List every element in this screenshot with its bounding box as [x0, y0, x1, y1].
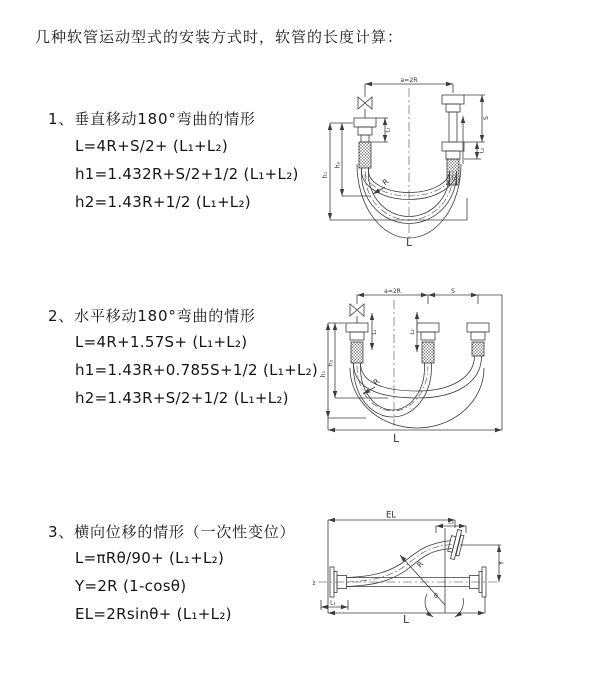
- d2-length-label: L: [393, 433, 399, 445]
- diagram-vertical-180-bend: [313, 76, 493, 252]
- d3-dim-label-el: EL: [385, 510, 397, 521]
- valve-icon: [358, 97, 372, 118]
- d3-radius-label: R: [415, 559, 426, 570]
- d2-left-fitting: [346, 323, 368, 363]
- d2-dim-label-h2: h₂: [327, 359, 335, 367]
- d3-dim-label-y: Y: [497, 560, 506, 566]
- d2-middle-fitting: [417, 323, 439, 363]
- d3-angle-label: θ: [434, 592, 438, 600]
- d1-left-fitting: [354, 118, 376, 168]
- d1-dim-label-l2: L₂: [479, 147, 486, 154]
- d1-dim-label-h1: h₁: [322, 171, 329, 179]
- d1-dim-label-s: S: [482, 115, 490, 121]
- d1-radius-label: R: [380, 176, 391, 188]
- d2-right-fitting: [467, 323, 489, 356]
- d1-dim-label-a2r: a=2R: [400, 76, 418, 84]
- page-title: 几种软管运动型式的安装方式时，软管的长度计算：: [35, 28, 404, 46]
- section2-formula-h1: h1=1.43R+0.785S+1/2 (L₁+L₂): [75, 361, 319, 379]
- d3-dim-label-l2: L₂: [448, 518, 454, 526]
- d3-dim-label-l1: L₁: [330, 599, 336, 607]
- section3-formula-y: Y=2R (1-cosθ): [75, 577, 187, 595]
- d2-radius-label: R: [371, 376, 382, 388]
- d2-dim-label-a2r: a=2R: [384, 287, 401, 295]
- valve-icon: [350, 304, 364, 323]
- d2-dim-label-h1: h₁: [320, 370, 327, 378]
- d3-linework: [318, 520, 501, 617]
- section2-heading: 2、水平移动180°弯曲的情形: [48, 307, 256, 325]
- d3-length-label: L: [403, 614, 409, 625]
- d1-length-label: L: [406, 237, 412, 249]
- section3-formula-el: EL=2Rsinθ+ (L₁+L₂): [75, 605, 232, 623]
- d2-dim-label-l1: L₁: [372, 329, 378, 335]
- d2-hose-curves: [350, 356, 484, 428]
- section2-formula-h2: h2=1.43R+S/2+1/2 (L₁+L₂): [75, 389, 289, 407]
- d1-dim-label-h2: h₂: [334, 161, 342, 169]
- d1-linework: [330, 84, 485, 238]
- d1-dim-label-l1: L₁: [385, 127, 392, 133]
- section3-formula-l: L=πRθ/90+ (L₁+L₂): [75, 549, 225, 567]
- section3-heading: 3、横向位移的情形（一次性变位）: [48, 523, 296, 541]
- section1-heading: 1、垂直移动180°弯曲的情形: [48, 110, 256, 128]
- d2-dim-label-s: S: [451, 287, 455, 295]
- d3-upper-flange: [446, 528, 465, 560]
- d2-dim-label-l2: L₂: [410, 329, 416, 335]
- section1-formula-h2: h2=1.43R+1/2 (L₁+L₂): [75, 193, 251, 211]
- section1-formula-h1: h1=1.432R+S/2+1/2 (L₁+L₂): [75, 165, 299, 183]
- section2-formula-l: L=4R+1.57S+ (L₁+L₂): [75, 333, 248, 351]
- d2-linework: [328, 295, 502, 430]
- section1-formula-l: L=4R+S/2+ (L₁+L₂): [75, 137, 229, 155]
- diagram-horizontal-180-bend: [318, 286, 510, 448]
- d3-hose-curved: [347, 541, 453, 587]
- d3-axis-mark: z: [312, 580, 316, 587]
- diagram-lateral-displacement: [308, 510, 508, 625]
